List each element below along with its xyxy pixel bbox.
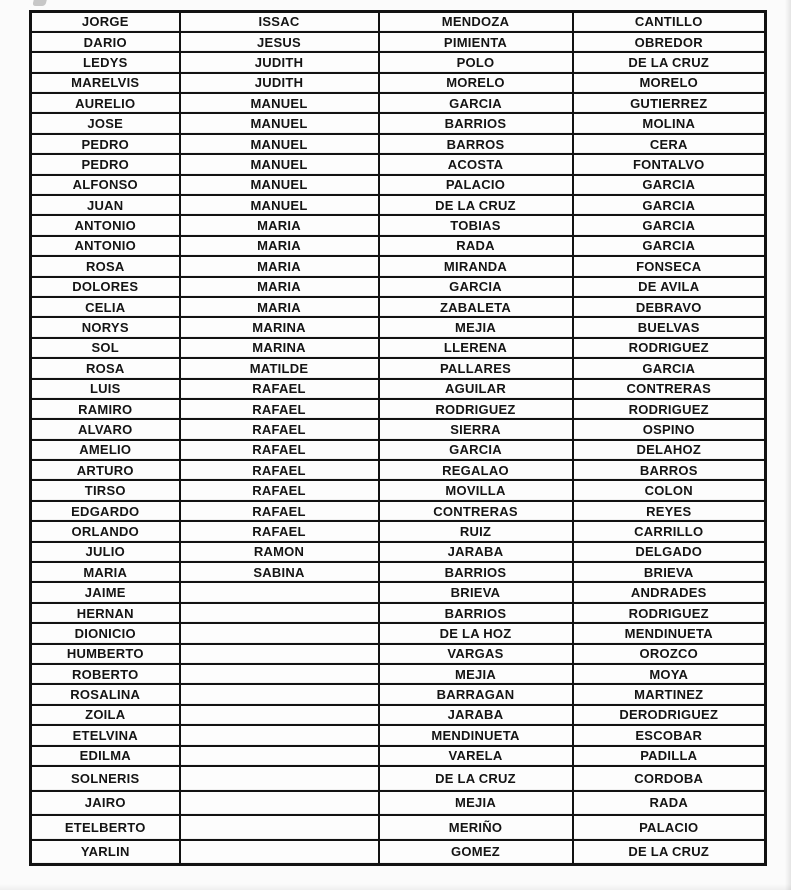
table-cell: MARIA bbox=[31, 562, 180, 582]
table-cell: ESCOBAR bbox=[573, 725, 766, 745]
table-cell: MARTINEZ bbox=[573, 684, 766, 704]
table-cell: RADA bbox=[379, 236, 573, 256]
table-cell: OBREDOR bbox=[573, 32, 766, 52]
table-cell: MATILDE bbox=[180, 358, 379, 378]
table-cell: CERA bbox=[573, 134, 766, 154]
table-cell: MARIA bbox=[180, 256, 379, 276]
table-cell bbox=[180, 684, 379, 704]
table-cell: BARROS bbox=[379, 134, 573, 154]
table-row bbox=[31, 32, 766, 52]
names-table bbox=[29, 10, 767, 866]
table-cell: MANUEL bbox=[180, 175, 379, 195]
table-row bbox=[31, 746, 766, 766]
table-cell: GARCIA bbox=[573, 215, 766, 235]
table-cell: RAFAEL bbox=[180, 501, 379, 521]
table-cell: RODRIGUEZ bbox=[573, 399, 766, 419]
table-cell: PALACIO bbox=[379, 175, 573, 195]
table-cell bbox=[180, 582, 379, 602]
table-row bbox=[31, 297, 766, 317]
table-cell: RAFAEL bbox=[180, 440, 379, 460]
table-cell: COLON bbox=[573, 480, 766, 500]
table-cell bbox=[180, 623, 379, 643]
table-cell: NORYS bbox=[31, 317, 180, 337]
table-row bbox=[31, 338, 766, 358]
table-row bbox=[31, 582, 766, 602]
table-row bbox=[31, 684, 766, 704]
table-row bbox=[31, 195, 766, 215]
table-cell: ROSALINA bbox=[31, 684, 180, 704]
table-row bbox=[31, 664, 766, 684]
table-cell: ANTONIO bbox=[31, 215, 180, 235]
table-cell: RAMIRO bbox=[31, 399, 180, 419]
table-cell: ARTURO bbox=[31, 460, 180, 480]
table-row bbox=[31, 317, 766, 337]
table-cell: MORELO bbox=[573, 73, 766, 93]
table-row bbox=[31, 73, 766, 93]
table-cell: MORELO bbox=[379, 73, 573, 93]
table-cell: SIERRA bbox=[379, 419, 573, 439]
table-row bbox=[31, 93, 766, 113]
table-row bbox=[31, 521, 766, 541]
table-cell: ISSAC bbox=[180, 12, 379, 32]
table-cell: MEJIA bbox=[379, 664, 573, 684]
table-cell: RAFAEL bbox=[180, 480, 379, 500]
table-row bbox=[31, 236, 766, 256]
table-cell: MOVILLA bbox=[379, 480, 573, 500]
table-cell: DEBRAVO bbox=[573, 297, 766, 317]
table-cell: FONTALVO bbox=[573, 154, 766, 174]
table-row bbox=[31, 277, 766, 297]
table-cell: SOL bbox=[31, 338, 180, 358]
table-cell: RODRIGUEZ bbox=[573, 603, 766, 623]
table-cell: GARCIA bbox=[379, 93, 573, 113]
table-cell: GARCIA bbox=[573, 175, 766, 195]
table-cell: JUDITH bbox=[180, 52, 379, 72]
table-cell: MANUEL bbox=[180, 195, 379, 215]
table-cell: DE LA CRUZ bbox=[573, 52, 766, 72]
table-row bbox=[31, 791, 766, 816]
table-cell: MARINA bbox=[180, 317, 379, 337]
table-cell bbox=[180, 840, 379, 865]
table-cell: REYES bbox=[573, 501, 766, 521]
table-cell: GARCIA bbox=[379, 440, 573, 460]
table-cell: MARIA bbox=[180, 277, 379, 297]
table-row bbox=[31, 358, 766, 378]
table-cell: TOBIAS bbox=[379, 215, 573, 235]
table-cell: MIRANDA bbox=[379, 256, 573, 276]
table-cell: JARABA bbox=[379, 542, 573, 562]
table-cell: ROSA bbox=[31, 256, 180, 276]
table-cell: MANUEL bbox=[180, 134, 379, 154]
table-cell: RODRIGUEZ bbox=[573, 338, 766, 358]
table-cell bbox=[180, 746, 379, 766]
table-cell: MARIA bbox=[180, 236, 379, 256]
table-cell: MENDINUETA bbox=[573, 623, 766, 643]
table-cell: PADILLA bbox=[573, 746, 766, 766]
table-cell: ANDRADES bbox=[573, 582, 766, 602]
table-cell: JAIRO bbox=[31, 791, 180, 816]
table-row bbox=[31, 215, 766, 235]
table-cell: MARIA bbox=[180, 297, 379, 317]
table-cell bbox=[180, 644, 379, 664]
table-row bbox=[31, 725, 766, 745]
table-cell: RODRIGUEZ bbox=[379, 399, 573, 419]
table-cell: BUELVAS bbox=[573, 317, 766, 337]
table-cell: RAFAEL bbox=[180, 419, 379, 439]
table-cell: JORGE bbox=[31, 12, 180, 32]
table-cell: ROBERTO bbox=[31, 664, 180, 684]
table-cell: DE LA HOZ bbox=[379, 623, 573, 643]
names-table-body bbox=[31, 12, 766, 865]
table-cell: OSPINO bbox=[573, 419, 766, 439]
scan-artifact bbox=[32, 0, 46, 6]
table-cell: PEDRO bbox=[31, 134, 180, 154]
table-cell: AGUILAR bbox=[379, 379, 573, 399]
photo-edge-shade-bottom bbox=[0, 884, 791, 890]
table-cell: AURELIO bbox=[31, 93, 180, 113]
photo-edge-shade-right bbox=[785, 0, 791, 890]
table-cell: ZABALETA bbox=[379, 297, 573, 317]
table-cell: ALVARO bbox=[31, 419, 180, 439]
table-cell: YARLIN bbox=[31, 840, 180, 865]
table-cell: JUDITH bbox=[180, 73, 379, 93]
table-cell: VARGAS bbox=[379, 644, 573, 664]
table-row bbox=[31, 134, 766, 154]
table-row bbox=[31, 705, 766, 725]
table-cell bbox=[180, 664, 379, 684]
table-cell: RAMON bbox=[180, 542, 379, 562]
table-cell: MARELVIS bbox=[31, 73, 180, 93]
table-cell: EDGARDO bbox=[31, 501, 180, 521]
table-row bbox=[31, 644, 766, 664]
table-row bbox=[31, 460, 766, 480]
table-cell: MANUEL bbox=[180, 154, 379, 174]
table-cell: MENDINUETA bbox=[379, 725, 573, 745]
table-row bbox=[31, 480, 766, 500]
table-cell: DELAHOZ bbox=[573, 440, 766, 460]
table-cell: SABINA bbox=[180, 562, 379, 582]
table-cell: BRIEVA bbox=[573, 562, 766, 582]
table-cell: CANTILLO bbox=[573, 12, 766, 32]
table-cell: ZOILA bbox=[31, 705, 180, 725]
table-cell: DELGADO bbox=[573, 542, 766, 562]
table-row bbox=[31, 52, 766, 72]
table-cell: CELIA bbox=[31, 297, 180, 317]
table-row bbox=[31, 840, 766, 865]
table-row bbox=[31, 379, 766, 399]
table-cell: DARIO bbox=[31, 32, 180, 52]
table-row bbox=[31, 440, 766, 460]
table-cell: LEDYS bbox=[31, 52, 180, 72]
table-cell: LLERENA bbox=[379, 338, 573, 358]
table-cell: FONSECA bbox=[573, 256, 766, 276]
table-cell: DE AVILA bbox=[573, 277, 766, 297]
table-cell: RAFAEL bbox=[180, 521, 379, 541]
table-cell: BARROS bbox=[573, 460, 766, 480]
table-cell: PALACIO bbox=[573, 815, 766, 840]
table-cell: MOLINA bbox=[573, 113, 766, 133]
table-cell: CONTRERAS bbox=[573, 379, 766, 399]
table-cell: PALLARES bbox=[379, 358, 573, 378]
table-cell: PEDRO bbox=[31, 154, 180, 174]
table-cell: GUTIERREZ bbox=[573, 93, 766, 113]
table-row bbox=[31, 815, 766, 840]
table-cell: BARRIOS bbox=[379, 603, 573, 623]
table-cell: BARRIOS bbox=[379, 562, 573, 582]
table-cell: ORLANDO bbox=[31, 521, 180, 541]
table-cell: AMELIO bbox=[31, 440, 180, 460]
table-cell: ACOSTA bbox=[379, 154, 573, 174]
table-cell: OROZCO bbox=[573, 644, 766, 664]
table-cell: GARCIA bbox=[573, 358, 766, 378]
table-cell: GARCIA bbox=[573, 195, 766, 215]
table-cell: ETELBERTO bbox=[31, 815, 180, 840]
table-cell: JUAN bbox=[31, 195, 180, 215]
table-row bbox=[31, 399, 766, 419]
table-cell: HERNAN bbox=[31, 603, 180, 623]
table-cell: MEJIA bbox=[379, 317, 573, 337]
table-cell: REGALAO bbox=[379, 460, 573, 480]
table-cell: MEJIA bbox=[379, 791, 573, 816]
table-cell: RAFAEL bbox=[180, 460, 379, 480]
table-cell: MARINA bbox=[180, 338, 379, 358]
table-cell: DE LA CRUZ bbox=[379, 766, 573, 791]
table-cell: ALFONSO bbox=[31, 175, 180, 195]
table-cell: ROSA bbox=[31, 358, 180, 378]
table-cell: POLO bbox=[379, 52, 573, 72]
table-cell: MANUEL bbox=[180, 113, 379, 133]
table-cell: GOMEZ bbox=[379, 840, 573, 865]
table-cell: RAFAEL bbox=[180, 399, 379, 419]
table-cell bbox=[180, 603, 379, 623]
table-cell: MERIÑO bbox=[379, 815, 573, 840]
table-cell: BARRAGAN bbox=[379, 684, 573, 704]
table-cell: ETELVINA bbox=[31, 725, 180, 745]
table-row bbox=[31, 12, 766, 32]
table-cell: RAFAEL bbox=[180, 379, 379, 399]
table-cell: EDILMA bbox=[31, 746, 180, 766]
table-cell: JOSE bbox=[31, 113, 180, 133]
table-cell: MOYA bbox=[573, 664, 766, 684]
table-row bbox=[31, 154, 766, 174]
table-cell bbox=[180, 725, 379, 745]
table-row bbox=[31, 175, 766, 195]
table-cell: LUIS bbox=[31, 379, 180, 399]
table-cell bbox=[180, 815, 379, 840]
table-row bbox=[31, 419, 766, 439]
table-cell: MARIA bbox=[180, 215, 379, 235]
table-row bbox=[31, 562, 766, 582]
table-cell: HUMBERTO bbox=[31, 644, 180, 664]
table-cell bbox=[180, 791, 379, 816]
table-cell: JARABA bbox=[379, 705, 573, 725]
table-row bbox=[31, 256, 766, 276]
table-cell: DOLORES bbox=[31, 277, 180, 297]
table-cell: RADA bbox=[573, 791, 766, 816]
table-cell: JAIME bbox=[31, 582, 180, 602]
table-row bbox=[31, 766, 766, 791]
table-cell: CONTRERAS bbox=[379, 501, 573, 521]
table-row bbox=[31, 542, 766, 562]
table-cell: DERODRIGUEZ bbox=[573, 705, 766, 725]
table-cell: PIMIENTA bbox=[379, 32, 573, 52]
table-cell: MENDOZA bbox=[379, 12, 573, 32]
table-cell: TIRSO bbox=[31, 480, 180, 500]
table-row bbox=[31, 603, 766, 623]
table-row bbox=[31, 113, 766, 133]
table-row bbox=[31, 623, 766, 643]
table-cell: JULIO bbox=[31, 542, 180, 562]
table-row bbox=[31, 501, 766, 521]
table-cell: MANUEL bbox=[180, 93, 379, 113]
table-cell: DE LA CRUZ bbox=[573, 840, 766, 865]
table-cell: ANTONIO bbox=[31, 236, 180, 256]
table-cell: BRIEVA bbox=[379, 582, 573, 602]
table-cell: VARELA bbox=[379, 746, 573, 766]
table-cell bbox=[180, 766, 379, 791]
table-cell: DE LA CRUZ bbox=[379, 195, 573, 215]
table-cell: GARCIA bbox=[379, 277, 573, 297]
table-cell: GARCIA bbox=[573, 236, 766, 256]
table-cell: CARRILLO bbox=[573, 521, 766, 541]
table-cell: BARRIOS bbox=[379, 113, 573, 133]
table-cell: CORDOBA bbox=[573, 766, 766, 791]
table-cell: SOLNERIS bbox=[31, 766, 180, 791]
table-cell: DIONICIO bbox=[31, 623, 180, 643]
table-cell bbox=[180, 705, 379, 725]
table-cell: JESUS bbox=[180, 32, 379, 52]
table-cell: RUIZ bbox=[379, 521, 573, 541]
